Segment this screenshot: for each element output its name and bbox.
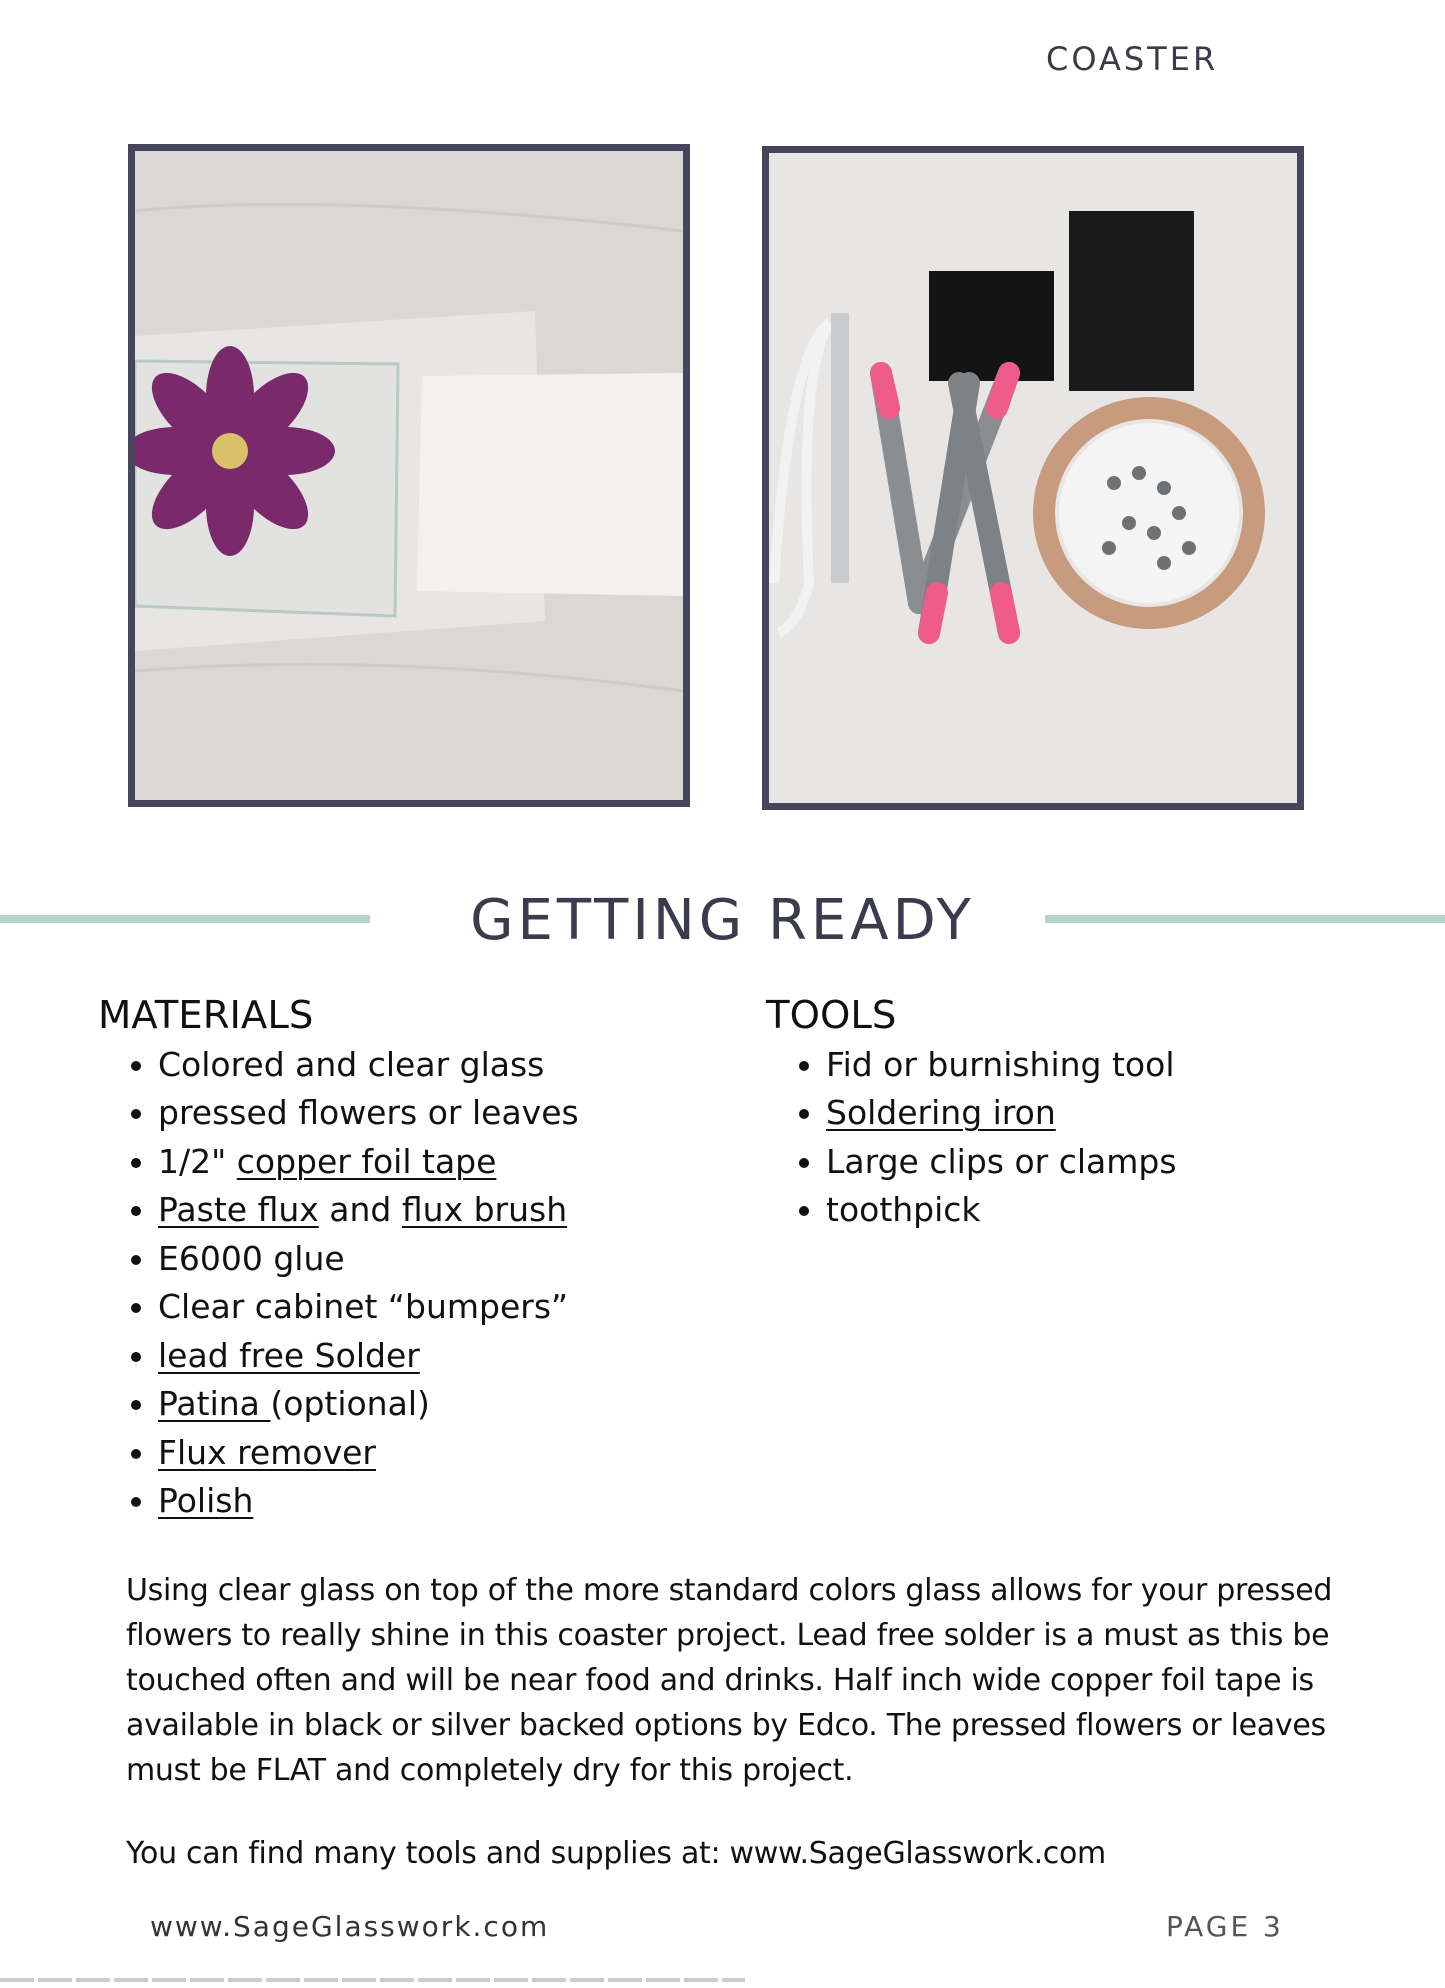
item-text: Colored and clear glass <box>158 1044 545 1084</box>
tools-item <box>826 1138 1177 1187</box>
product-link[interactable]: Paste flux <box>158 1190 319 1229</box>
photo-tools <box>762 146 1304 810</box>
materials-item <box>158 1429 579 1478</box>
supplies-line: You can find many tools and supplies at: www.SageGlasswork.com <box>126 1836 1106 1871</box>
materials-item <box>158 1283 579 1332</box>
materials-item <box>158 1138 579 1187</box>
item-text: 1/2" <box>158 1141 237 1181</box>
item-text: Large clips or clamps <box>826 1141 1177 1181</box>
item-text: Clear cabinet “bumpers” <box>158 1287 569 1326</box>
decorative-bottom-rule <box>0 1978 745 1982</box>
materials-item <box>158 1380 579 1429</box>
materials-list <box>98 992 579 1526</box>
page-number: PAGE 3 <box>1166 1910 1284 1943</box>
product-link[interactable]: lead free Solder <box>158 1335 420 1375</box>
product-link[interactable]: Flux remover <box>158 1432 376 1472</box>
tools-image <box>769 153 1297 803</box>
product-link[interactable]: copper foil tape <box>236 1141 497 1181</box>
materials-item <box>158 1186 579 1235</box>
tools-item <box>826 1089 1177 1138</box>
item-text: pressed flowers or leaves <box>158 1093 579 1132</box>
materials-item <box>158 1235 579 1284</box>
materials-item <box>158 1477 579 1526</box>
section-title: GETTING READY <box>470 888 975 953</box>
document-title: COASTER <box>1046 40 1219 78</box>
decorative-rule-right <box>1045 915 1445 923</box>
product-link[interactable]: flux brush <box>401 1190 568 1229</box>
product-link[interactable]: Soldering iron <box>826 1093 1056 1132</box>
item-text: (optional) <box>270 1384 430 1423</box>
tools-item <box>826 1041 1177 1090</box>
tools-heading: TOOLS <box>766 993 897 1038</box>
tools-item <box>826 1186 1177 1235</box>
section-header <box>0 880 1445 960</box>
materials-item <box>158 1332 579 1381</box>
description-paragraph: Using clear glass on top of the more standard colors glass allows for your pressed flowers to really shine in this coaster project. Lead free solder is a must as this be touched often and will be near food and drinks. Half inch wide copper foil tape is available in black or silver backed options by Edco. The pressed flowers or leaves must be FLAT and completely dry for this project. <box>126 1573 1333 1788</box>
materials-item <box>158 1089 579 1138</box>
item-text: and <box>318 1190 402 1229</box>
materials-heading: MATERIALS <box>98 993 314 1038</box>
item-text: Fid or burnishing tool <box>826 1044 1175 1084</box>
product-link[interactable]: Polish <box>158 1481 254 1520</box>
item-text: toothpick <box>826 1190 981 1229</box>
photo-materials <box>128 144 690 807</box>
materials-item <box>158 1041 579 1090</box>
tools-list <box>766 992 1177 1235</box>
footer-website: www.SageGlasswork.com <box>150 1910 550 1943</box>
item-text: E6000 glue <box>158 1238 345 1278</box>
flower-on-glass-image <box>135 151 683 800</box>
product-link[interactable]: Patina <box>158 1384 271 1423</box>
